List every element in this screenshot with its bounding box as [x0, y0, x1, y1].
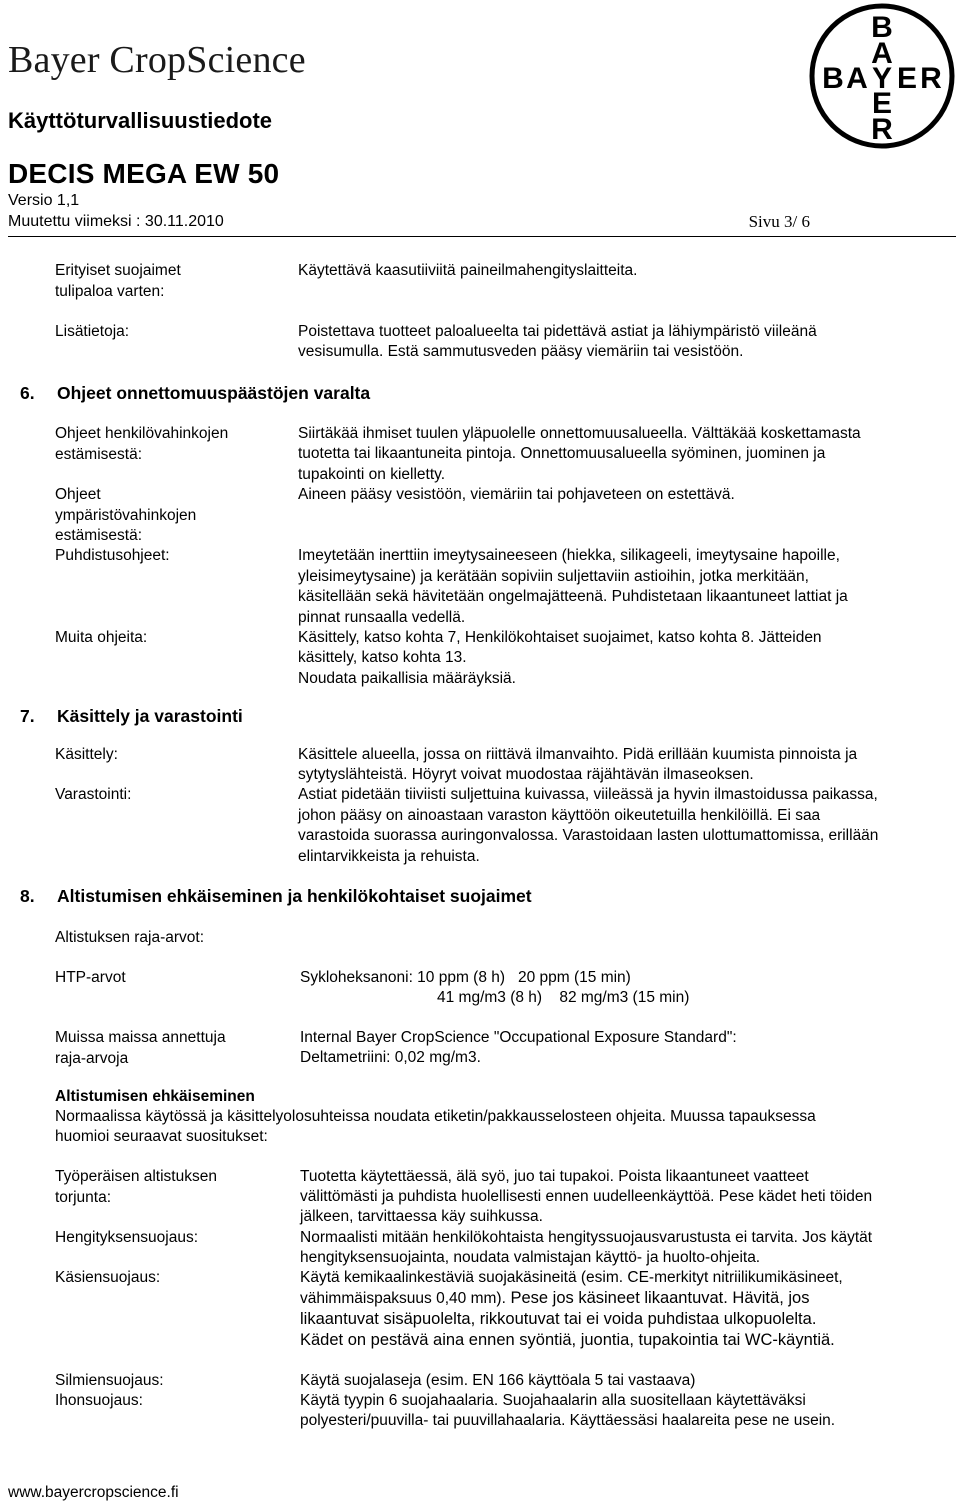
fire-extra-line: vesisumulla. Estä sammutusveden pääsy viemäriin tai vesistöön. [298, 343, 744, 360]
modified-date: Muutettu viimeksi : 30.11.2010 [8, 213, 224, 230]
respiratory-line: hengityksensuojainta, noudata valmistajan käyttö- ja huolto-ohjeita. [300, 1249, 761, 1266]
product-name: DECIS MEGA EW 50 [8, 158, 280, 189]
bayer-cross-logo [808, 2, 956, 150]
section-8-title: Altistumisen ehkäiseminen ja henkilökohtaiset suojaimet [57, 886, 532, 906]
logo-letter-y: Y [871, 62, 893, 95]
personal-precautions-label: Ohjeet henkilövahinkojen estämisestä: [55, 425, 229, 463]
environmental-precautions-label: Ohjeet ympäristövahinkojen estämisestä: [55, 486, 197, 544]
hand-protection-line [300, 1288, 955, 1310]
fire-special-value: Käytettävä kaasutiiviitä paineilmahengityslaitteita. [298, 262, 638, 279]
htp-line: 41 mg/m3 (8 h) 82 mg/m3 (15 min) [437, 989, 690, 1006]
company-name: Bayer CropScience [8, 39, 306, 81]
version: Versio 1,1 [8, 192, 80, 209]
storage-line: elintarvikkeista ja rehuista. [298, 848, 480, 865]
hand-protection-line-large: Kädet on pestävä aina ennen syöntiä, juontia, tupakointia tai WC-käyntiä. [300, 1331, 835, 1349]
logo-letter-a: A [871, 37, 893, 70]
section-7-title: Käsittely ja varastointi [57, 706, 243, 726]
htp-label: HTP-arvot [55, 969, 126, 986]
footer-url[interactable]: www.bayercropscience.fi [8, 1484, 179, 1501]
personal-precautions-line: tuotetta tai likaantuneita pintoja. Onnettomuusalueella syöminen, juominen ja [298, 445, 826, 462]
cleanup-line: pinnat runsaalla vedellä. [298, 609, 466, 626]
eye-protection-line: Käytä suojalaseja (esim. EN 166 käyttöala 5 tai vastaava) [300, 1372, 696, 1389]
logo-letter-e-h: E [896, 62, 918, 95]
hand-protection-label: Käsiensuojaus: [55, 1269, 161, 1286]
hand-protection-text: vähimmäispaksuus 0,40 mm). [300, 1290, 506, 1307]
other-instructions-line: Käsittely, katso kohta 7, Henkilökohtaiset suojaimet, katso kohta 8. Jätteiden [298, 629, 822, 646]
htp-line: Sykloheksanoni: 10 ppm (8 h) 20 ppm (15 min) [300, 969, 631, 986]
environmental-precautions-line: Aineen pääsy vesistöön, viemäriin tai pohjaveteen on estettävä. [298, 486, 735, 503]
respiratory-line: Normaalisti mitään henkilökohtaista hengityssuojausvarustusta ei tarvita. Jos käytät [300, 1229, 873, 1246]
skin-protection-label: Ihonsuojaus: [55, 1392, 143, 1409]
respiratory-label: Hengityksensuojaus: [55, 1229, 199, 1246]
other-limits-line: Internal Bayer CropScience "Occupational Exposure Standard": [300, 1029, 737, 1046]
other-limits-label: Muissa maissa annettuja raja-arvoja [55, 1029, 226, 1067]
prevention-heading: Altistumisen ehkäiseminen [55, 1088, 255, 1105]
storage-line: johon pääsy on ainoastaan varaston käyttöön oikeutetuilla henkilöillä. Ei saa [298, 807, 821, 824]
exposure-limits-heading: Altistuksen raja-arvot: [55, 929, 205, 946]
header-divider [8, 236, 956, 237]
document-title: Käyttöturvallisuustiedote [8, 108, 273, 133]
logo-letter-a-h: A [846, 62, 868, 95]
skin-protection-line: polyesteri/puuvilla- tai puuvillahaalaria. Käyttäessäsi haalareita pese ne usein. [300, 1412, 836, 1429]
cleanup-label: Puhdistusohjeet: [55, 547, 170, 564]
cleanup-line: käsitellään sekä hävitetään ongelmajätteenä. Puhdistetaan likaantuneet lattiat ja [298, 588, 848, 605]
hand-protection-line-large: likaantuvat sisäpuolelta, rikkoutuvat tai ei voida puhdistaa ulkopuolelta. [300, 1310, 817, 1328]
occupational-exposure-label: Työperäisen altistuksen torjunta: [55, 1168, 217, 1206]
hand-protection-text-large: Pese jos käsineet likaantuvat. Hävitä, jos [505, 1289, 810, 1307]
cleanup-line: Imeytetään inerttiin imeytysaineeseen (hiekka, silikageeli, imeytysaine hapoille, [298, 547, 840, 564]
page-number: Sivu 3/ 6 [748, 212, 810, 231]
logo-letter-r: R [871, 113, 893, 146]
section-6-title: Ohjeet onnettomuuspäästöjen varalta [57, 383, 371, 403]
section-7-number: 7. [20, 706, 35, 726]
eye-protection-label: Silmiensuojaus: [55, 1372, 164, 1389]
storage-line: varastoida suorassa auringonvalossa. Varastoidaan lasten ulottumattomissa, erillään [298, 827, 879, 844]
logo-letter-b-h: B [822, 62, 844, 95]
logo-letter-r-h: R [920, 62, 942, 95]
fire-extra-line: Poistettava tuotteet paloalueelta tai pidettävä astiat ja lähiympäristö viileänä [298, 323, 817, 340]
personal-precautions-line: Siirtäkää ihmiset tuulen yläpuolelle onnettomuusalueella. Välttäkää koskettamasta [298, 425, 861, 442]
other-instructions-line: käsittely, katso kohta 13. [298, 649, 467, 666]
handling-label: Käsittely: [55, 746, 118, 763]
other-instructions-label: Muita ohjeita: [55, 629, 148, 646]
prevention-line: huomioi seuraavat suositukset: [55, 1128, 268, 1145]
occupational-exposure-line: Tuotetta käytettäessä, älä syö, juo tai tupakoi. Poista likaantuneet vaatteet [300, 1168, 809, 1185]
cleanup-line: yleisimeytysaine) ja kerätään sopiviin suljettaviin astioihin, jotka merkitään, [298, 568, 809, 585]
handling-line: sytytyslähteistä. Höyryt voivat muodostaa räjähtävän ilmaseoksen. [298, 766, 754, 783]
prevention-line: Normaalissa käytössä ja käsittelyolosuhteissa noudata etiketin/pakkausselosteen ohjeita. Muussa tapauksessa [55, 1108, 816, 1125]
logo-letter-b: B [871, 11, 893, 44]
other-limits-line: Deltametriini: 0,02 mg/m3. [300, 1049, 481, 1066]
occupational-exposure-line: jälkeen, tarvittaessa käy suihkussa. [300, 1208, 543, 1225]
occupational-exposure-line: välittömästi ja puhdista huolellisesti ennen uudelleenkäyttöä. Pese kädet heti töiden [300, 1188, 873, 1205]
section-8-number: 8. [20, 886, 35, 906]
personal-precautions-line: tupakointi on kielletty. [298, 466, 446, 483]
other-instructions-line: Noudata paikallisia määräyksiä. [298, 670, 516, 687]
storage-label: Varastointi: [55, 786, 132, 803]
fire-extra-label: Lisätietoja: [55, 323, 130, 340]
fire-special-label: Erityiset suojaimet tulipaloa varten: [55, 262, 181, 300]
section-6-number: 6. [20, 383, 35, 403]
skin-protection-line: Käytä tyypin 6 suojahaalaria. Suojahaalarin alla suositellaan käytettäväksi [300, 1392, 806, 1409]
storage-line: Astiat pidetään tiiviisti suljettuina kuivassa, viileässä ja hyvin ilmastoidussa paikassa, [298, 786, 878, 803]
handling-line: Käsittele alueella, jossa on riittävä ilmanvaihto. Pidä erillään kuumista pinnoista ja [298, 746, 858, 763]
hand-protection-line: Käytä kemikaalinkestäviä suojakäsineitä (esim. CE-merkityt nitriilikumikäsineet, [300, 1269, 843, 1286]
logo-letter-e: E [871, 87, 893, 120]
